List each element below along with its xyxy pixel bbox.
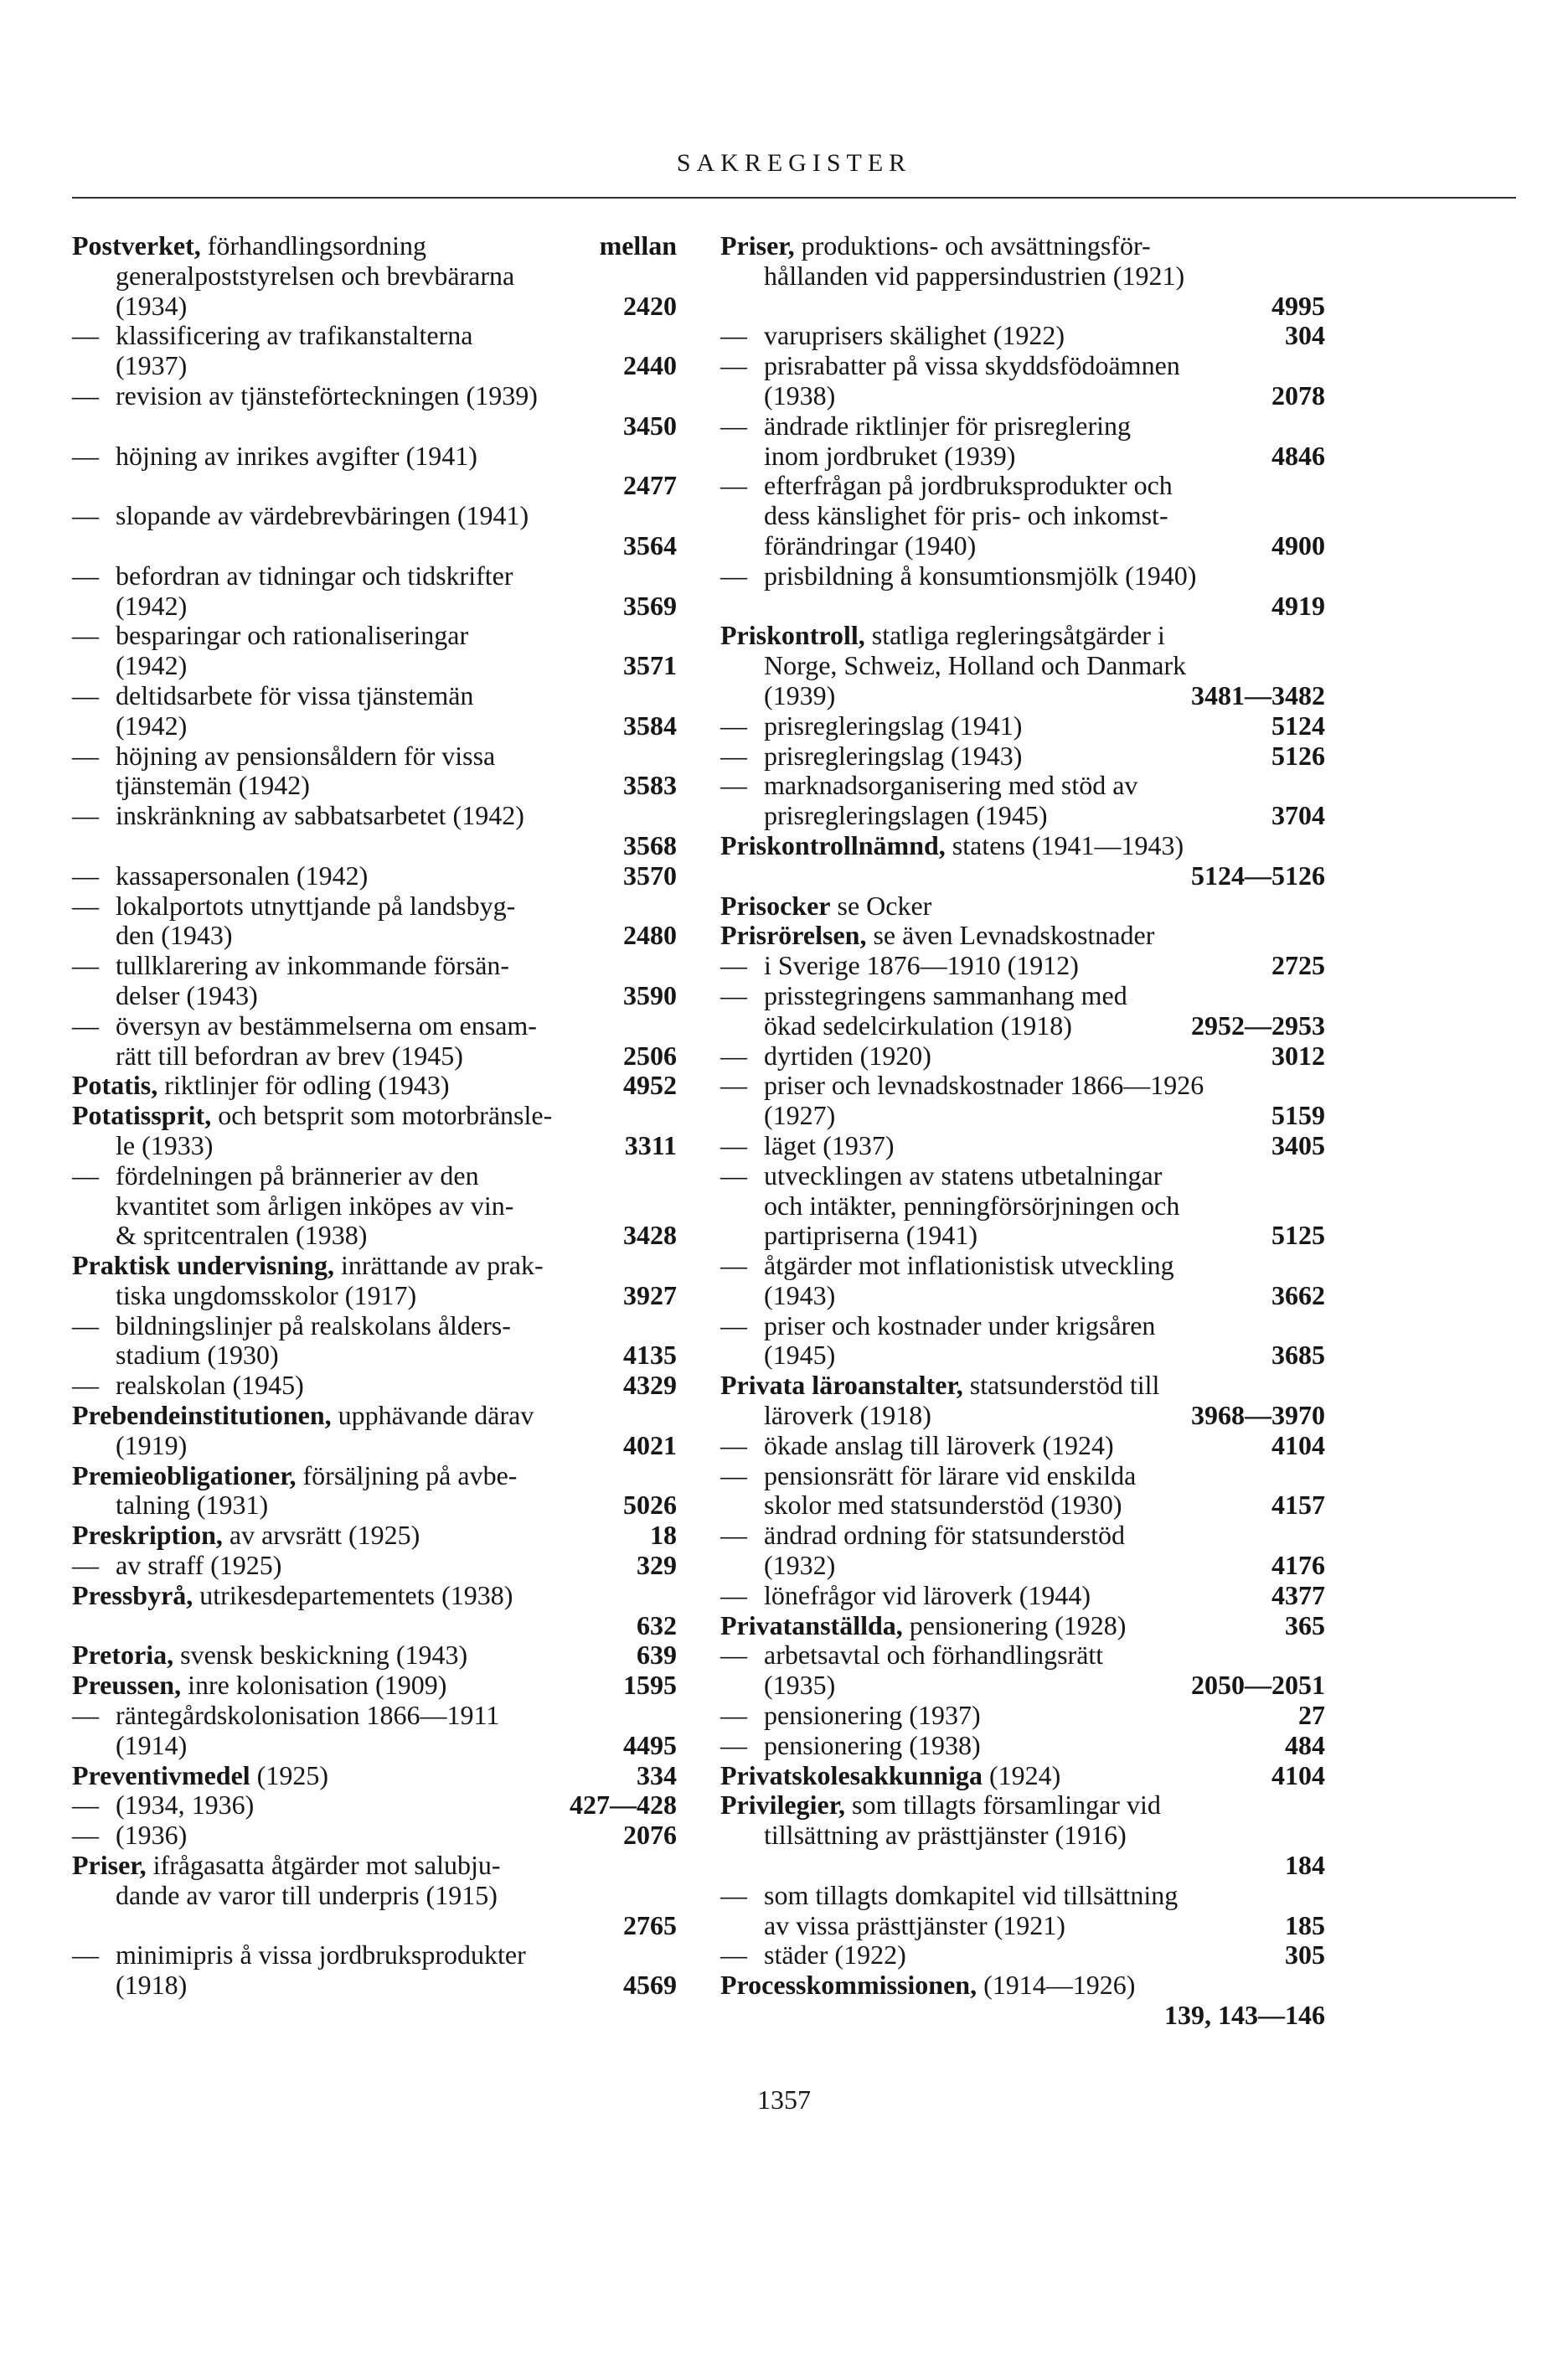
entry-headword: Privatskolesakkunniga (720, 1759, 983, 1790)
entry-headword: Pressbyrå, (72, 1579, 193, 1610)
page-ref: 3405 (1271, 1129, 1325, 1160)
entry-text: (1942) (116, 710, 188, 741)
index-line: 2477 (623, 470, 677, 501)
index-line (72, 1821, 677, 1851)
index-line (720, 801, 1325, 831)
index-line (720, 1701, 1325, 1731)
page-ref: 4495 (623, 1729, 677, 1760)
index-line: — räntegårdskolonisation 1866—1911 (72, 1700, 500, 1731)
entry-text: — kassapersonalen (1942) (72, 860, 369, 891)
entry-text: delser (1943) (116, 979, 258, 1010)
entry-text: Postverket, förhandlingsordning (72, 230, 427, 261)
index-line: Priser, ifrågasatta åtgärder mot salubju- (72, 1850, 501, 1881)
index-line (720, 1340, 1325, 1371)
index-line (72, 981, 677, 1011)
page-ref: 4176 (1271, 1550, 1325, 1581)
page-ref: 3583 (623, 770, 677, 801)
entry-text: (1937) (116, 350, 188, 381)
index-line: Pressbyrå, utrikesdepartementets (1938) (72, 1579, 513, 1610)
index-line: — översyn av bestämmelserna om ensam- (72, 1010, 537, 1041)
index-line: — priser och levnadskostnader 1866—1926 (720, 1070, 1204, 1101)
left-column (72, 231, 677, 2001)
entry-text: Privatskolesakkunniga (1924) (720, 1759, 1061, 1790)
entry-text: tiska ungdomsskolor (1917) (116, 1279, 417, 1310)
index-line: Priser, produktions- och avsättningsför- (720, 230, 1151, 261)
page-ref: 3428 (623, 1220, 677, 1251)
page-ref: 5124 (1271, 710, 1325, 741)
entry-headword: Preskription, (72, 1520, 223, 1551)
entry-headword: Potatissprit, (72, 1100, 212, 1131)
index-line (720, 1911, 1325, 1941)
page-ref: 3927 (623, 1279, 677, 1310)
page-ref: 3662 (1271, 1279, 1325, 1310)
index-line: — tullklarering av inkommande försän- (72, 950, 510, 981)
index-line: generalpoststyrelsen och brevbärarna (116, 260, 515, 291)
index-line (720, 1581, 1325, 1611)
index-line (720, 1671, 1325, 1701)
index-line (72, 1371, 677, 1401)
index-line (720, 1131, 1325, 1161)
index-line: — klassificering av trafikanstalterna (72, 320, 473, 351)
index-line (720, 1221, 1325, 1251)
index-line: 4995 (1271, 290, 1325, 321)
index-line (72, 1790, 677, 1821)
entry-text: (1943) (764, 1279, 836, 1310)
index-line: — priser och kostnader under krigsåren (720, 1309, 1156, 1340)
page-ref: 2506 (623, 1040, 677, 1071)
entry-text: — realskolan (1945) (72, 1370, 304, 1401)
index-line: — efterfrågan på jordbruksprodukter och (720, 470, 1173, 501)
entry-text: — (1936) (72, 1820, 188, 1851)
page-ref: 3311 (624, 1129, 677, 1160)
index-line: Priskontroll, statliga regleringsåtgärder i (720, 620, 1165, 651)
page-ref: 3481—3482 (1191, 679, 1325, 710)
index-line: — marknadsorganisering med stöd av (720, 770, 1138, 801)
index-line (72, 1340, 677, 1371)
page-ref: 484 (1285, 1729, 1325, 1760)
index-line (72, 591, 677, 622)
entry-text: (1939) (764, 679, 836, 710)
entry-text: — prisregleringslag (1943) (720, 740, 1023, 771)
page-number: 1357 (757, 2084, 811, 2115)
page-ref: 5126 (1271, 740, 1325, 771)
entry-headword: Privata läroanstalter, (720, 1370, 963, 1401)
page-ref: 3012 (1271, 1040, 1325, 1071)
page-ref: 2076 (623, 1820, 677, 1851)
page-ref: 5125 (1271, 1220, 1325, 1251)
index-line: — befordran av tidningar och tidskrifter (72, 560, 513, 591)
index-line (72, 1431, 677, 1461)
index-line (720, 1101, 1325, 1131)
index-line: 139, 143—146 (1164, 2000, 1325, 2031)
entry-headword: Prisrörelsen, (720, 920, 867, 951)
page-ref: 4135 (623, 1340, 677, 1371)
entry-text: Privatanställda, pensionering (1928) (720, 1609, 1127, 1640)
index-line (72, 861, 677, 891)
index-line: — slopande av värdebrevbäringen (1941) (72, 500, 529, 531)
index-line (72, 1071, 677, 1101)
index-line: 5124—5126 (1191, 860, 1325, 891)
running-header: SAKREGISTER (676, 149, 912, 177)
entry-text: ökad sedelcirkulation (1918) (764, 1010, 1072, 1041)
page-ref: 2952—2953 (1191, 1010, 1325, 1041)
entry-text: (1935) (764, 1670, 836, 1701)
entry-text: — av straff (1925) (72, 1550, 282, 1581)
page-ref: 4846 (1271, 440, 1325, 471)
entry-text: (1942) (116, 650, 188, 681)
index-line: Preventivmedel (1925) 334 (72, 1759, 677, 1790)
index-line (72, 921, 677, 951)
page-ref: 3569 (623, 590, 677, 621)
index-line (72, 231, 677, 261)
page-ref: 4157 (1271, 1490, 1325, 1521)
entry-text: Potatis, riktlinjer för odling (1943) (72, 1070, 450, 1101)
entry-text: — varuprisers skälighet (1922) (720, 320, 1065, 351)
page-ref: 365 (1285, 1609, 1325, 1640)
entry-text: — lönefrågor vid läroverk (1944) (720, 1579, 1091, 1610)
entry-text: — läget (1937) (720, 1129, 895, 1160)
page-ref: 427—428 (570, 1790, 677, 1821)
index-line (72, 351, 677, 381)
index-line (720, 1490, 1325, 1521)
index-line: Norge, Schweiz, Holland och Danmark (764, 650, 1187, 681)
index-line: — som tillagts domkapitel vid tillsättning (720, 1879, 1179, 1910)
page-ref: 2420 (623, 290, 677, 321)
entry-headword: Privatanställda, (720, 1609, 903, 1640)
index-line: — pensionsrätt för lärare vid enskilda (720, 1459, 1137, 1490)
index-line (720, 1940, 1325, 1971)
entry-headword: Priskontrollnämnd, (720, 829, 946, 860)
index-line: 184 (1285, 1850, 1325, 1881)
index-line: — prisstegringens sammanhang med (720, 979, 1127, 1010)
index-line: Prisrörelsen, se även Levnadskostnader (720, 920, 1155, 951)
index-line: — prisbildning å konsumtionsmjölk (1940) (720, 560, 1197, 591)
page-ref: 4104 (1271, 1759, 1325, 1790)
index-line (720, 321, 1325, 351)
page-ref: 18 (650, 1520, 677, 1551)
page-ref: 4104 (1271, 1429, 1325, 1460)
index-line (72, 651, 677, 681)
index-line: Praktisk undervisning, inrättande av prak- (72, 1250, 544, 1281)
index-line: — prisrabatter på vissa skyddsfödoämnen (720, 350, 1180, 381)
index-line: — deltidsarbete för vissa tjänstemän (72, 679, 474, 710)
index-line (720, 681, 1325, 711)
page-ref: 4329 (623, 1370, 677, 1401)
index-line (720, 531, 1325, 561)
index-line: — lokalportots utnyttjande på landsbyg- (72, 890, 516, 921)
page-ref: 3584 (623, 710, 677, 741)
entry-text: — prisregleringslag (1941) (720, 710, 1023, 741)
index-line: 3564 (623, 529, 677, 560)
index-line (720, 1011, 1325, 1041)
index-line (72, 771, 677, 801)
entry-text: (1927) (764, 1100, 836, 1131)
entry-text: stadium (1930) (116, 1340, 279, 1371)
entry-text: le (1933) (116, 1129, 214, 1160)
index-line (720, 1611, 1325, 1641)
page-ref: 3704 (1271, 800, 1325, 831)
index-line: — höjning av inrikes avgifter (1941) (72, 440, 477, 471)
entry-headword: Priskontroll, (720, 620, 865, 651)
index-line: — revision av tjänsteförteckningen (1939) (72, 380, 538, 411)
entry-text: Preussen, inre kolonisation (1909) (72, 1670, 447, 1701)
index-line: Processkommissionen, (1914—1926) (720, 1970, 1136, 2001)
page-ref: 3685 (1271, 1340, 1325, 1371)
entry-text: — i Sverige 1876—1910 (1912) (720, 950, 1079, 981)
index-line (720, 381, 1325, 411)
index-line (720, 442, 1325, 472)
entry-text: (1919) (116, 1429, 188, 1460)
index-line (720, 741, 1325, 772)
index-line: — besparingar och rationaliseringar (72, 620, 469, 651)
index-line (72, 1671, 677, 1701)
entry-headword: Prebendeinstitutionen, (72, 1400, 332, 1431)
entry-headword: Privilegier, (720, 1790, 845, 1821)
entry-text: — städer (1922) (720, 1940, 906, 1971)
entry-text: — (1934, 1936) (72, 1790, 255, 1821)
header-rule (72, 197, 1516, 199)
index-line: — arbetsavtal och förhandlingsrätt (720, 1640, 1104, 1671)
page-ref: 2725 (1271, 950, 1325, 981)
entry-headword: Potatis, (72, 1070, 158, 1101)
index-line: — ändrad ordning för statsunderstöd (720, 1520, 1126, 1551)
index-line: Prebendeinstitutionen, upphävande därav (72, 1400, 534, 1431)
index-line: och intäkter, penningförsörjningen och (764, 1190, 1180, 1221)
index-line (72, 1731, 677, 1761)
index-line (72, 1881, 677, 1911)
entry-text: rätt till befordran av brev (1945) (116, 1040, 463, 1071)
index-line: — utvecklingen av statens utbetalningar (720, 1160, 1163, 1191)
page-ref: 3968—3970 (1191, 1400, 1325, 1431)
index-line (72, 1551, 677, 1581)
index-line (72, 1041, 677, 1072)
index-line: — åtgärder mot inflationistisk utveckling (720, 1250, 1174, 1281)
index-line: — bildningslinjer på realskolans ålders- (72, 1309, 511, 1340)
entry-text: skolor med statsunderstöd (1930) (764, 1490, 1122, 1521)
index-line: 3568 (623, 829, 677, 860)
index-line (720, 1551, 1325, 1581)
right-column (720, 231, 1325, 2031)
page-ref: 4952 (623, 1070, 677, 1101)
index-line (72, 1131, 677, 1161)
page-ref: 2078 (1271, 380, 1325, 411)
page-ref: 3571 (623, 650, 677, 681)
index-line (720, 1401, 1325, 1431)
page-ref: 5159 (1271, 1100, 1325, 1131)
index-line: 3450 (623, 410, 677, 441)
page-ref: 27 (1298, 1700, 1325, 1731)
index-line (72, 1521, 677, 1551)
entry-text: den (1943) (116, 920, 233, 951)
entry-text: (1934) (116, 290, 188, 321)
page-ref: 2480 (623, 920, 677, 951)
entry-text: (1932) (764, 1550, 836, 1581)
entry-text: (1945) (764, 1340, 836, 1371)
entry-text: läroverk (1918) (764, 1400, 931, 1431)
index-line (720, 1281, 1325, 1311)
entry-text: — pensionering (1937) (720, 1700, 981, 1731)
entry-text: talning (1931) (116, 1490, 269, 1521)
index-line (72, 1640, 677, 1671)
index-line: 2765 (623, 1909, 677, 1940)
entry-headword: Priser, (720, 230, 795, 261)
index-line: hållanden vid pappersindustrien (1921) (764, 260, 1185, 291)
entry-text: prisregleringslagen (1945) (764, 800, 1048, 831)
page-ref: 4377 (1271, 1579, 1325, 1610)
entry-text: & spritcentralen (1938) (116, 1220, 368, 1251)
index-line: — minimipris å vissa jordbruksprodukter (72, 1940, 526, 1971)
index-line (720, 951, 1325, 981)
entry-headword: Praktisk undervisning, (72, 1250, 334, 1281)
index-line: 4919 (1271, 590, 1325, 621)
page-ref: 5026 (623, 1490, 677, 1521)
entry-text: Pretoria, svensk beskickning (1943) (72, 1640, 468, 1671)
index-line (72, 1221, 677, 1251)
entry-headword: Postverket, (72, 230, 201, 261)
page-ref: 3570 (623, 860, 677, 891)
index-line: — ändrade riktlinjer för prisreglering (720, 410, 1132, 441)
page-ref: 304 (1285, 320, 1325, 351)
page-ref: 1595 (623, 1670, 677, 1701)
entry-text: — ökade anslag till läroverk (1924) (720, 1429, 1114, 1460)
index-line (720, 1041, 1325, 1072)
index-line: Priskontrollnämnd, statens (1941—1943) (720, 829, 1184, 860)
index-line (720, 1761, 1325, 1791)
entry-headword: Prisocker (720, 890, 831, 921)
entry-text: — pensionering (1938) (720, 1729, 981, 1760)
index-line: tillsättning av prästtjänster (1916) (764, 1820, 1127, 1851)
entry-text: inom jordbruket (1939) (764, 440, 1016, 471)
index-line (72, 1490, 677, 1521)
entry-text: dande av varor till underpris (1915) (116, 1879, 498, 1910)
index-line: kvantitet som årligen inköpes av vin- (116, 1190, 514, 1221)
index-line: Prisocker se Ocker (720, 890, 932, 921)
entry-headword: Preventivmedel (72, 1759, 250, 1790)
entry-text: (1938) (764, 380, 836, 411)
entry-text: (1918) (116, 1970, 188, 2001)
index-line (72, 711, 677, 741)
index-line: Potatissprit, och betsprit som motorbränsle- (72, 1100, 553, 1131)
entry-text: (1914) (116, 1729, 188, 1760)
entry-text: Preskription, av arvsrätt (1925) (72, 1520, 420, 1551)
page-ref: 639 (637, 1640, 677, 1671)
index-line (72, 292, 677, 322)
index-line (72, 1281, 677, 1311)
page-ref: 4900 (1271, 529, 1325, 560)
page-ref: 4569 (623, 1970, 677, 2001)
index-line: — inskränkning av sabbatsarbetet (1942) (72, 800, 524, 831)
entry-text: — dyrtiden (1920) (720, 1040, 931, 1071)
index-line: — höjning av pensionsåldern för vissa (72, 740, 496, 771)
page-ref: 4021 (623, 1429, 677, 1460)
entry-headword: Pretoria, (72, 1640, 174, 1671)
entry-headword: Preussen, (72, 1670, 182, 1701)
index-line: Privilegier, som tillagts församlingar vid (720, 1790, 1161, 1821)
page-ref: 305 (1285, 1940, 1325, 1971)
index-line: Privata läroanstalter, statsunderstöd till (720, 1370, 1160, 1401)
entry-headword: Priser, (72, 1850, 147, 1881)
entry-text: (1942) (116, 590, 188, 621)
entry-text: förändringar (1940) (764, 529, 977, 560)
entry-headword: Processkommissionen, (720, 1970, 977, 2001)
index-line: 632 (637, 1609, 677, 1640)
entry-headword: Premieobligationer, (72, 1459, 297, 1490)
page-ref: 329 (637, 1550, 677, 1581)
entry-text: partipriserna (1941) (764, 1220, 978, 1251)
entry-text: tjänstemän (1942) (116, 770, 310, 801)
index-line (720, 711, 1325, 741)
page-ref: 185 (1285, 1909, 1325, 1940)
index-line: dess känslighet för pris- och inkomst- (764, 500, 1168, 531)
page-ref: 2440 (623, 350, 677, 381)
index-line: Premieobligationer, försäljning på avbe- (72, 1459, 518, 1490)
index-line (720, 1731, 1325, 1761)
page-ref: 3590 (623, 979, 677, 1010)
index-line: — fördelningen på brännerier av den (72, 1160, 479, 1191)
index-line (72, 1971, 677, 2001)
page-ref: mellan (599, 230, 677, 261)
entry-text: av vissa prästtjänster (1921) (764, 1909, 1065, 1940)
page-ref: 2050—2051 (1191, 1670, 1325, 1701)
index-line (720, 1431, 1325, 1461)
